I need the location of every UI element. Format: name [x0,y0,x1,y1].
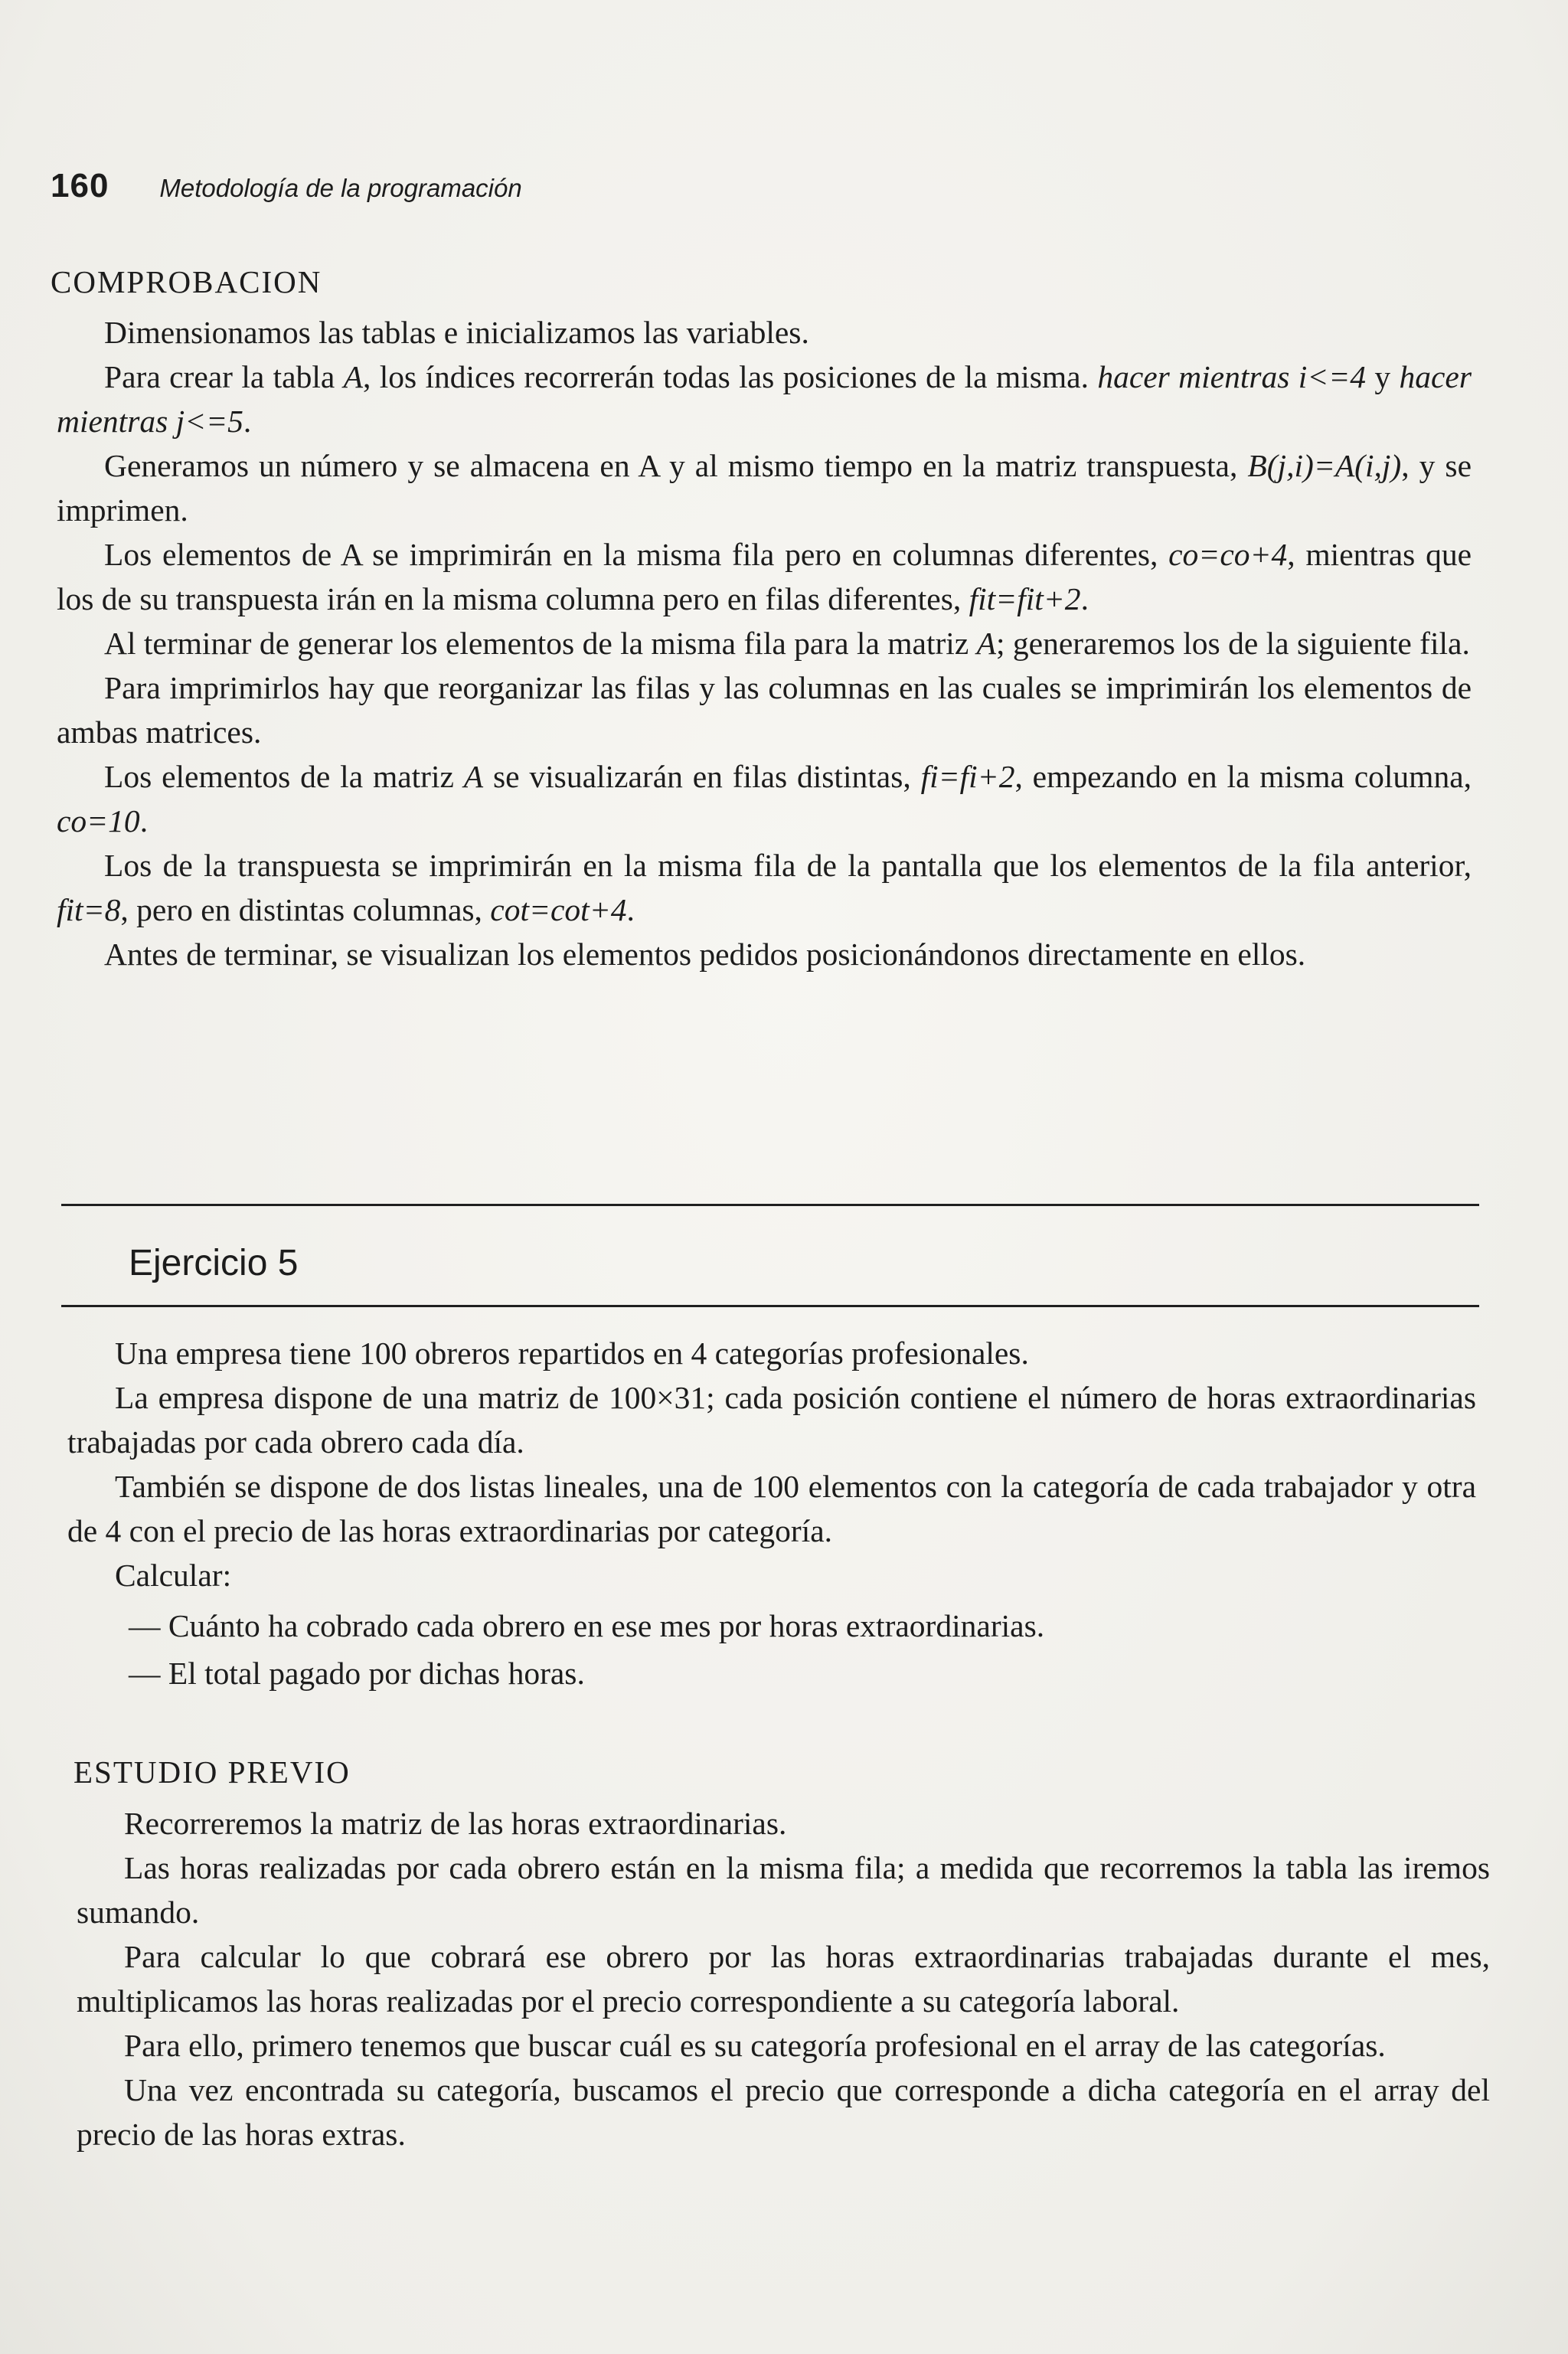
paragraph: Las horas realizadas por cada obrero están en la misma fila; a medida que recorremos la tabla las iremos sumando. [77,1850,1490,1930]
section-heading-comprobacion: COMPROBACION [51,264,322,299]
paragraph: Recorreremos la matriz de las horas extraordinarias. [124,1806,787,1841]
paragraph: Antes de terminar, se visualizan los elementos pedidos posicionándonos directamente en ellos. [104,937,1306,972]
paragraph: Generamos un número y se almacena en A y al mismo tiempo en la matriz transpuesta, B(j,i)=A(i,j), y se imprimen. [57,448,1472,528]
exercise-task-list [129,1602,1044,1697]
estudio-previo-body [77,1801,1490,2156]
paragraph: La empresa dispone de una matriz de 100×31; cada posición contiene el número de horas extraordinarias trabajadas por cada obrero cada día. [67,1380,1476,1460]
bottom-rule [61,1305,1479,1307]
comprobacion-body [57,310,1472,976]
exercise-body [67,1331,1476,1597]
paragraph: Al terminar de generar los elementos de la misma fila para la matriz A; generaremos los de la siguiente fila. [104,626,1470,661]
page-number: 160 [51,167,109,204]
paragraph: Los elementos de la matriz A se visualizarán en filas distintas, fi=fi+2, empezando en la misma columna, co=10. [57,759,1472,839]
top-rule [61,1204,1479,1206]
paragraph: Para calcular lo que cobrará ese obrero por las horas extraordinarias trabajadas durante el mes, multiplicamos las horas realizadas por el precio correspondiente a su categoría laboral. [77,1939,1490,2019]
list-item: — Cuánto ha cobrado cada obrero en ese mes por horas extraordinarias. [129,1608,1045,1643]
paragraph: Los de la transpuesta se imprimirán en la misma fila de la pantalla que los elementos de la fila anterior, fit=8, pero en distintas columnas, cot=cot+4. [57,848,1472,927]
page-header [51,167,522,205]
paragraph: Para crear la tabla A, los índices recorrerán todas las posiciones de la misma. hacer mientras i<=4 y hacer mientras j<=5. [57,359,1472,439]
section-heading-estudio-previo: ESTUDIO PREVIO [74,1754,351,1790]
paragraph: Los elementos de A se imprimirán en la misma fila pero en columnas diferentes, co=co+4, mientras que los de su transpuesta irán en la misma columna pero en filas diferentes, fit=fit+2. [57,537,1472,616]
paragraph: También se dispone de dos listas lineales, una de 100 elementos con la categoría de cada trabajador y otra de 4 con el precio de las horas extraordinarias por categoría. [67,1469,1476,1548]
list-item: — El total pagado por dichas horas. [129,1656,585,1691]
paragraph: Calcular: [115,1558,232,1593]
paragraph: Una empresa tiene 100 obreros repartidos en 4 categorías profesionales. [115,1336,1029,1371]
paragraph: Dimensionamos las tablas e inicializamos las variables. [104,315,809,350]
paragraph: Para ello, primero tenemos que buscar cuál es su categoría profesional en el array de las categorías. [124,2028,1386,2063]
paragraph: Para imprimirlos hay que reorganizar las filas y las columnas en las cuales se imprimirán los elementos de ambas matrices. [57,670,1472,750]
exercise-title: Ejercicio 5 [129,1243,299,1283]
running-head: Metodología de la programación [159,174,522,202]
paragraph: Una vez encontrada su categoría, buscamos el precio que corresponde a dicha categoría en el array del precio de las horas extras. [77,2072,1490,2152]
